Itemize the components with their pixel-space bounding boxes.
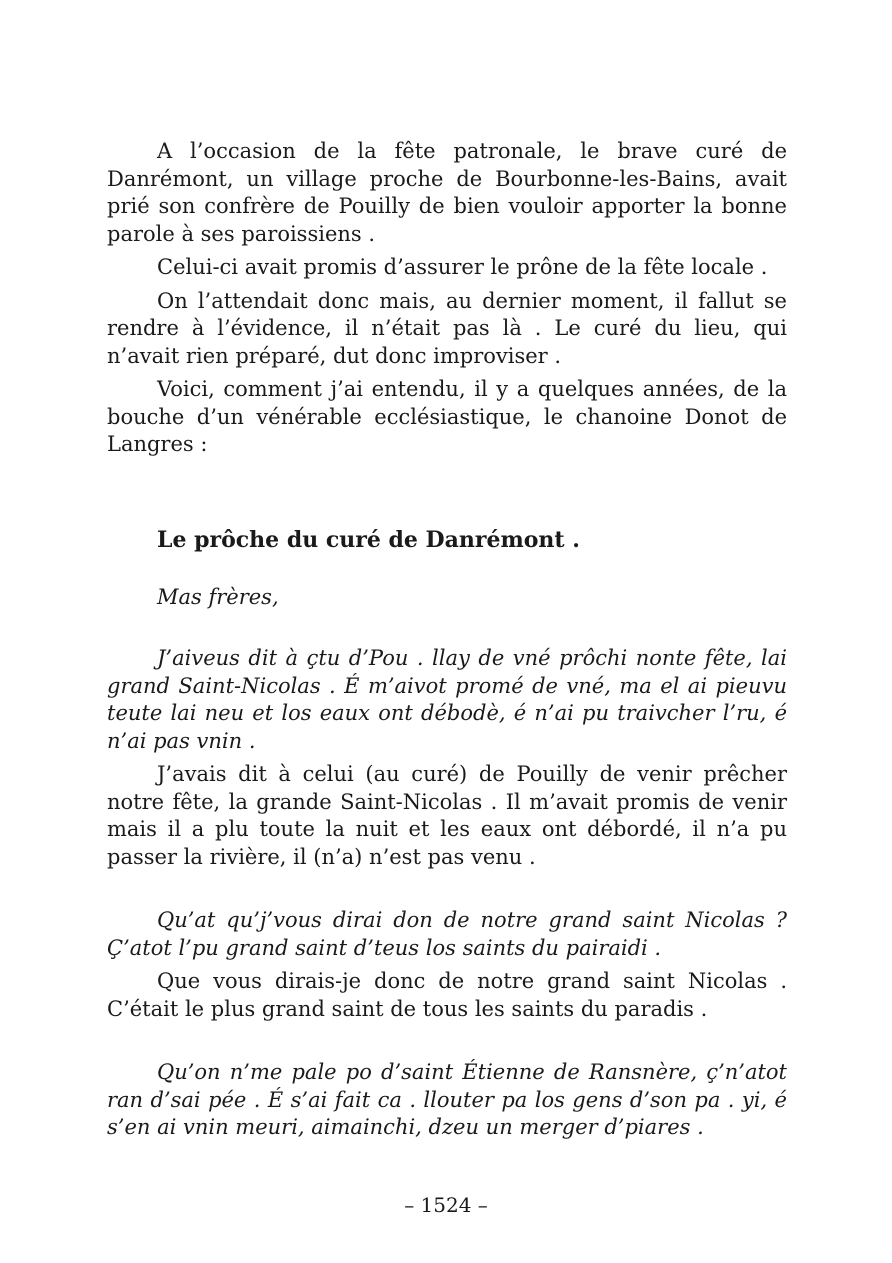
intro-paragraph-3: On l’attendait donc mais, au dernier moment, il fallut se rendre à l’évidence, il n’était pas là . Le curé du lieu, qui n’avait rien préparé, dut donc improviser . [107,288,787,368]
intro-paragraph-1: A l’occasion de la fête patronale, le brave curé de Danrémont, un village proche de Bourbonne-les-Bains, avait prié son confrère de Pouilly de bien vouloir apporter la bonne parole à ses paroissiens . [107,139,787,246]
section-title: Le prôche du curé de Danrémont . [157,526,580,553]
intro-paragraph-2: Celui-ci avait promis d’assurer le prône de la fête locale . [157,255,768,279]
page-number: – 1524 – [404,1193,488,1217]
intro-paragraph-4: Voici, comment j’ai entendu, il y a quelques années, de la bouche d’un vénérable ecclésiastique, le chanoine Donot de Langres : [107,377,787,456]
dialect-passage-1: J’aiveus dit à çtu d’Pou . llay de vné prôchi nonte fête, lai grand Saint-Nicolas . É m’aivot promé de vné, ma el ai pieuvu teute lai neu et los eaux ont débodè, é n’ai pu traivcher l’ru, é n’ai pas vnin . [107,646,787,753]
dialect-passage-2: Qu’at qu’j’vous dirai don de notre grand saint Nicolas ? Ç’atot l’pu grand saint d’teus los saints du pairaidi . [107,908,787,960]
page-body [107,138,787,1142]
translation-passage-2: Que vous dirais-je donc de notre grand saint Nicolas . C’était le plus grand saint de tous les saints du paradis . [107,969,787,1021]
salutation: Mas frères, [157,584,279,609]
dialect-passage-3: Qu’on n’me pale po d’saint Étienne de Ransnère, ç’n’atot ran d’sai pée . É s’ai fait ca . llouter pa los gens d’son pa . yi, é s’en ai vnin meuri, aimainchi, dzeu un merger d’piares . [107,1060,787,1139]
translation-passage-1: J’avais dit à celui (au curé) de Pouilly de venir prêcher notre fête, la grande Saint-Nicolas . Il m’avait promis de venir mais il a plu toute la nuit et les eaux ont débordé, il n’a pu passer la rivière, il (n’a) n’est pas venu . [107,762,787,869]
